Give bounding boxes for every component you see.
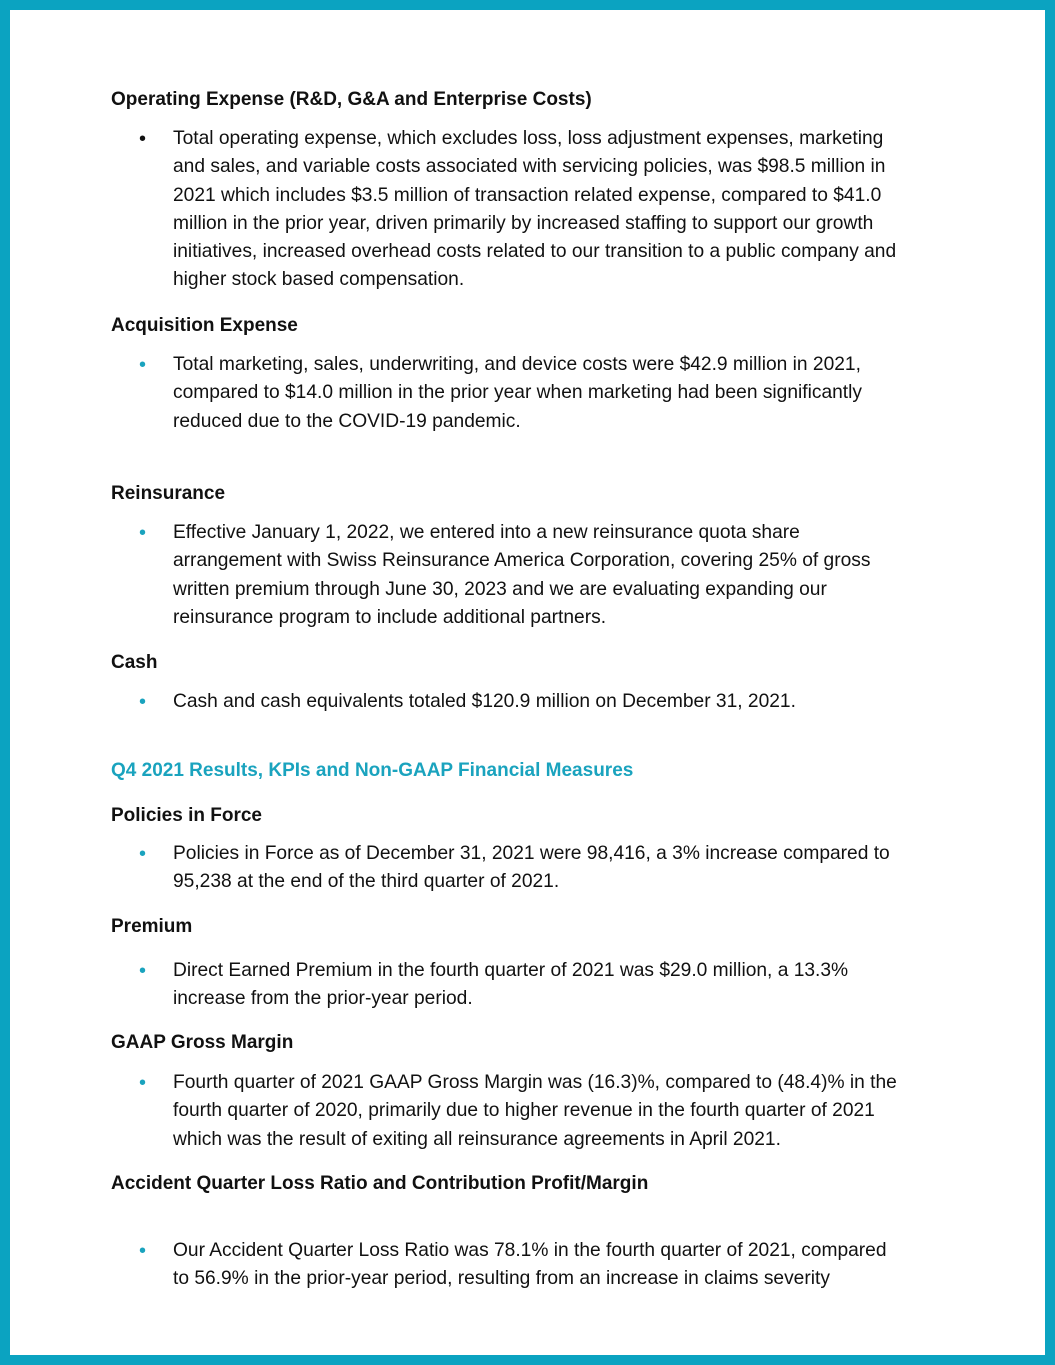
bullet-dot: •	[139, 1072, 147, 1094]
heading-gaap-gross-margin: GAAP Gross Margin	[111, 1032, 294, 1053]
heading-accident-quarter-loss-ratio: Accident Quarter Loss Ratio and Contribution Profit/Margin	[111, 1173, 649, 1194]
bullet-dot: •	[139, 960, 147, 982]
bullet-dot: •	[139, 522, 147, 544]
bullet-dot: •	[139, 691, 147, 713]
bullet-text: Total marketing, sales, underwriting, and device costs were $42.9 million in 2021, compared to $14.0 million in the prior year when marketing had been significantly reduced due to the COVID-19 pandemic.	[173, 354, 862, 432]
heading-cash: Cash	[111, 652, 158, 673]
bullet-dot: •	[139, 354, 147, 376]
heading-policies-in-force: Policies in Force	[111, 805, 262, 826]
heading-acquisition-expense: Acquisition Expense	[111, 315, 298, 336]
bullet-text: Direct Earned Premium in the fourth quarter of 2021 was $29.0 million, a 13.3% increase from the prior-year period.	[173, 960, 849, 1010]
section-title-q4-results: Q4 2021 Results, KPIs and Non-GAAP Financial Measures	[111, 760, 634, 781]
bullet-dot: •	[139, 843, 147, 865]
bullet-text: Total operating expense, which excludes loss, loss adjustment expenses, marketing and sales, and variable costs associated with servicing policies, was $98.5 million in 2021 which includes $3.5 million of transaction related expense, compared to $41.0 million in the prior year, driven primarily by increased staffing to support our growth initiatives, increased overhead costs related to our transition to a public company and higher stock based compensation.	[173, 128, 897, 291]
heading-reinsurance: Reinsurance	[111, 483, 226, 504]
bullet-text: Our Accident Quarter Loss Ratio was 78.1% in the fourth quarter of 2021, compared to 56.9% in the prior-year period, resulting from an increase in claims severity	[173, 1240, 887, 1290]
bullet-text: Fourth quarter of 2021 GAAP Gross Margin was (16.3)%, compared to (48.4)% in the fourth quarter of 2020, primarily due to higher revenue in the fourth quarter of 2021 which was the result of exiting all reinsurance agreements in April 2021.	[173, 1072, 897, 1150]
bullet-text: Cash and cash equivalents totaled $120.9 million on December 31, 2021.	[173, 691, 796, 712]
heading-operating-expense: Operating Expense (R&D, G&A and Enterprise Costs)	[111, 89, 592, 110]
bullet-dot: •	[139, 1240, 147, 1262]
bullet-dot: •	[139, 128, 147, 150]
bullet-text: Policies in Force as of December 31, 2021 were 98,416, a 3% increase compared to 95,238 at the end of the third quarter of 2021.	[173, 843, 890, 893]
bullet-text: Effective January 1, 2022, we entered into a new reinsurance quota share arrangement with Swiss Reinsurance America Corporation, covering 25% of gross written premium through June 30, 2023 and we are evaluating expanding our reinsurance program to include additional partners.	[173, 522, 871, 628]
heading-premium: Premium	[111, 916, 193, 937]
